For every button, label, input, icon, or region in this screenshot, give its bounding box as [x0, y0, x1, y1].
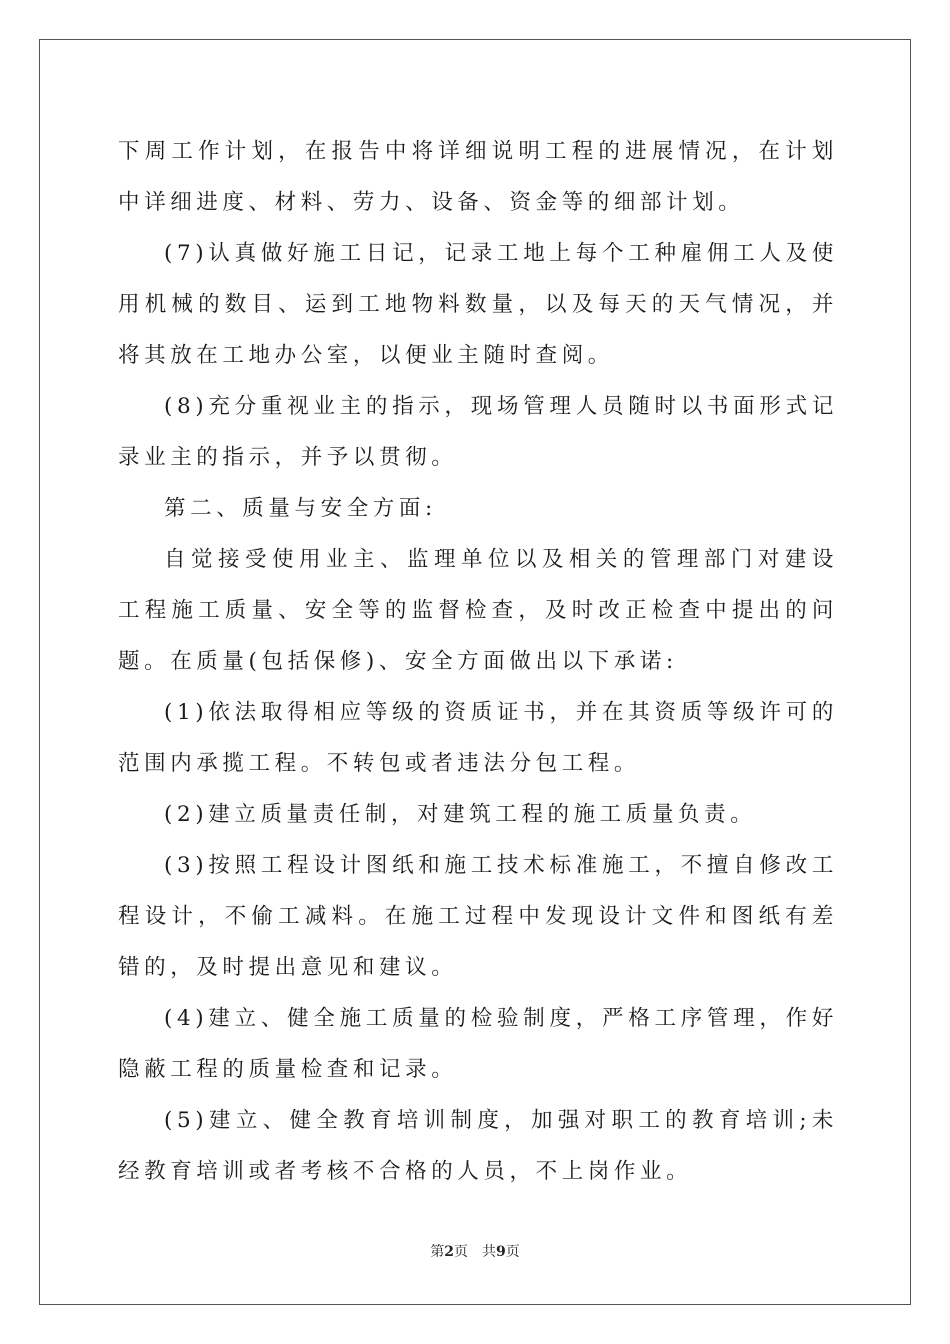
- document-body: [118, 126, 838, 1197]
- paragraph-item-3: (3)按照工程设计图纸和施工技术标准施工，不擅自修改工程设计，不偷工减料。在施工过程中发现设计文件和图纸有差错的，及时提出意见和建议。: [118, 853, 838, 980]
- paragraph-item-2: (2)建立质量责任制，对建筑工程的施工质量负责。: [164, 802, 757, 827]
- footer-page-number: 2: [444, 1244, 454, 1260]
- paragraph-item-8: (8)充分重视业主的指示，现场管理人员随时以书面形式记录业主的指示，并予以贯彻。: [118, 394, 838, 470]
- paragraph-item-1: (1)依法取得相应等级的资质证书，并在其资质等级许可的范围内承揽工程。不转包或者违法分包工程。: [118, 700, 838, 776]
- paragraph-item-4: (4)建立、健全施工质量的检验制度，严格工序管理，作好隐蔽工程的质量检查和记录。: [118, 1006, 838, 1082]
- footer-page-suffix: 页: [454, 1244, 468, 1260]
- paragraph: 自觉接受使用业主、监理单位以及相关的管理部门对建设工程施工质量、安全等的监督检查，及时改正检查中提出的问题。在质量(包括保修)、安全方面做出以下承诺:: [118, 547, 838, 674]
- paragraph: 下周工作计划，在报告中将详细说明工程的进展情况，在计划中详细进度、材料、劳力、设备、资金等的细部计划。: [118, 139, 838, 215]
- page-footer: [0, 1241, 950, 1261]
- footer-total-pages: 9: [496, 1244, 506, 1260]
- section-heading: 第二、质量与安全方面:: [164, 496, 437, 521]
- footer-page-prefix: 第: [430, 1244, 445, 1260]
- footer-total-prefix: 共: [482, 1244, 496, 1260]
- paragraph-item-7: (7)认真做好施工日记，记录工地上每个工种雇佣工人及使用机械的数目、运到工地物料数量，以及每天的天气情况，并将其放在工地办公室，以便业主随时查阅。: [118, 241, 838, 368]
- footer-total-suffix: 页: [505, 1244, 520, 1260]
- paragraph-item-5: (5)建立、健全教育培训制度，加强对职工的教育培训;未经教育培训或者考核不合格的人员，不上岗作业。: [118, 1108, 838, 1184]
